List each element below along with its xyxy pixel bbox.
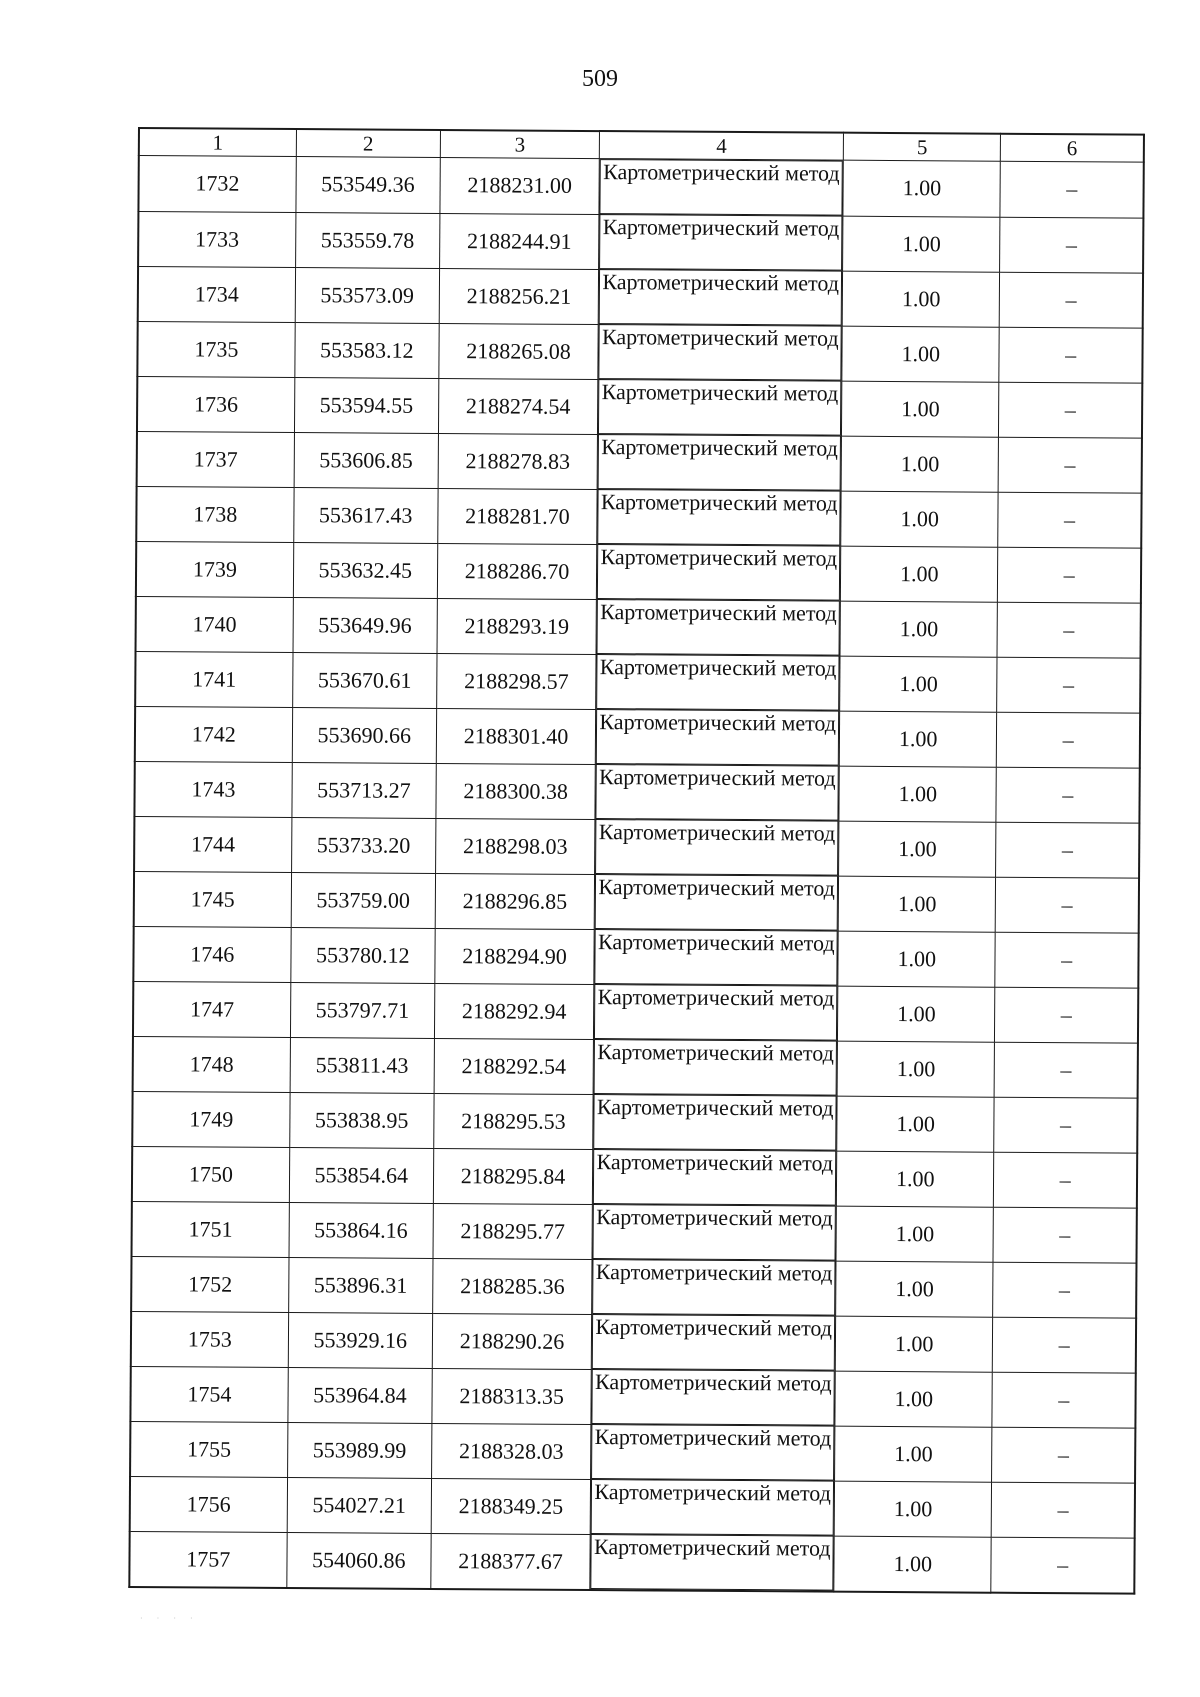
table-row [137,321,1142,383]
table-row [130,1366,1135,1428]
table-row [130,1421,1135,1483]
note-cell: – [1000,217,1144,273]
x-coordinate-cell: 554060.86 [287,1532,432,1589]
table-row [130,1476,1135,1538]
x-coordinate-cell: 553632.45 [293,542,438,598]
y-coordinate-cell: 2188313.35 [432,1368,592,1424]
method-cell: Картометрический метод [593,1204,836,1261]
x-coordinate-cell: 553606.85 [294,432,439,488]
table-row [138,266,1143,328]
method-cell: Картометрический метод [599,269,842,326]
x-coordinate-cell: 553649.96 [293,597,438,653]
note-cell: – [994,1097,1138,1153]
accuracy-cell: 1.00 [842,326,1000,382]
y-coordinate-cell: 2188281.70 [438,488,598,544]
point-number-cell: 1756 [130,1476,288,1532]
accuracy-cell: 1.00 [835,1316,993,1372]
table-row [129,1531,1134,1594]
point-number-cell: 1738 [136,486,294,542]
method-cell: Картометрический метод [599,324,842,381]
point-number-cell: 1742 [135,706,293,762]
point-number-cell: 1748 [133,1036,291,1092]
y-coordinate-cell: 2188274.54 [438,378,598,434]
accuracy-cell: 1.00 [842,271,1000,327]
accuracy-cell: 1.00 [841,436,999,492]
x-coordinate-cell: 554027.21 [287,1477,432,1533]
x-coordinate-cell: 553670.61 [292,652,437,708]
note-cell: – [992,1372,1136,1428]
method-cell: Картометрический метод [595,929,838,986]
x-coordinate-cell: 553690.66 [292,707,437,763]
table-row [136,541,1141,603]
point-number-cell: 1757 [129,1531,287,1588]
point-number-cell: 1741 [135,651,293,707]
coordinates-table [128,127,1145,1595]
note-cell: – [998,437,1142,493]
accuracy-cell: 1.00 [839,711,997,767]
x-coordinate-cell: 553929.16 [288,1312,433,1368]
note-cell: – [994,1042,1138,1098]
y-coordinate-cell: 2188298.03 [435,818,595,874]
x-coordinate-cell: 553573.09 [295,267,440,323]
x-coordinate-cell: 553733.20 [291,817,436,873]
table-row [137,431,1142,493]
y-coordinate-cell: 2188286.70 [437,543,597,599]
note-cell: – [999,327,1143,383]
accuracy-cell: 1.00 [841,491,999,547]
method-cell: Картометрический метод [591,1424,834,1481]
note-cell: – [993,1262,1137,1318]
column-header: 1 [139,128,296,157]
method-cell: Картометрический метод [598,434,841,491]
y-coordinate-cell: 2188292.94 [434,983,594,1039]
table-row [133,926,1138,988]
method-cell: Картометрический метод [594,1039,837,1096]
table-row [134,761,1139,823]
point-number-cell: 1732 [138,156,296,213]
x-coordinate-cell: 553549.36 [296,157,441,213]
method-cell: Картометрический метод [595,819,838,876]
note-cell: – [995,987,1139,1043]
accuracy-cell: 1.00 [835,1371,993,1427]
point-number-cell: 1735 [137,321,295,377]
x-coordinate-cell: 553838.95 [289,1092,434,1148]
table-row [133,1036,1138,1098]
x-coordinate-cell: 553989.99 [287,1422,432,1478]
table-row [132,1091,1137,1153]
y-coordinate-cell: 2188292.54 [434,1038,594,1094]
method-cell: Картометрический метод [592,1259,835,1316]
table-row [137,376,1142,438]
x-coordinate-cell: 553759.00 [291,872,436,928]
y-coordinate-cell: 2188293.19 [437,598,597,654]
x-coordinate-cell: 553964.84 [288,1367,433,1423]
accuracy-cell: 1.00 [838,986,996,1042]
table-row [138,211,1143,273]
x-coordinate-cell: 553864.16 [289,1202,434,1258]
method-cell: Картометрический метод [592,1314,835,1371]
point-number-cell: 1750 [132,1146,290,1202]
x-coordinate-cell: 553617.43 [293,487,438,543]
accuracy-cell: 1.00 [839,821,997,877]
note-cell: – [993,1207,1137,1263]
accuracy-cell: 1.00 [843,216,1001,272]
note-cell: – [997,712,1141,768]
point-number-cell: 1751 [132,1201,290,1257]
y-coordinate-cell: 2188328.03 [431,1423,591,1479]
y-coordinate-cell: 2188300.38 [436,763,596,819]
x-coordinate-cell: 553594.55 [294,377,439,433]
method-cell: Картометрический метод [597,544,840,601]
point-number-cell: 1734 [138,266,296,322]
y-coordinate-cell: 2188290.26 [432,1313,592,1369]
y-coordinate-cell: 2188295.84 [433,1148,593,1204]
point-number-cell: 1753 [131,1311,289,1367]
accuracy-cell: 1.00 [837,1041,995,1097]
method-cell: Картометрический метод [593,1149,836,1206]
point-number-cell: 1754 [130,1366,288,1422]
y-coordinate-cell: 2188295.53 [434,1093,594,1149]
accuracy-cell: 1.00 [836,1206,994,1262]
method-cell: Картометрический метод [598,379,841,436]
column-header: 3 [440,130,600,159]
note-cell: – [1000,272,1144,328]
point-number-cell: 1746 [133,926,291,982]
method-cell: Картометрический метод [596,654,839,711]
point-number-cell: 1743 [134,761,292,817]
method-cell: Картометрический метод [599,214,842,271]
method-cell: Картометрический метод [600,159,843,216]
x-coordinate-cell: 553854.64 [289,1147,434,1203]
y-coordinate-cell: 2188298.57 [437,653,597,709]
note-cell: – [992,1482,1136,1538]
method-cell: Картометрический метод [594,984,837,1041]
column-header: 4 [600,131,844,160]
y-coordinate-cell: 2188285.36 [433,1258,593,1314]
table-row [135,651,1140,713]
y-coordinate-cell: 2188301.40 [436,708,596,764]
scan-specks: · · · · [140,1614,199,1623]
table-row [132,1146,1137,1208]
point-number-cell: 1749 [132,1091,290,1147]
method-cell: Картометрический метод [596,709,839,766]
column-header: 5 [843,133,1000,162]
point-number-cell: 1740 [136,596,294,652]
column-header: 6 [1001,134,1144,162]
method-cell: Картометрический метод [591,1479,834,1536]
x-coordinate-cell: 553780.12 [291,927,436,983]
point-number-cell: 1745 [134,871,292,927]
table-row [136,596,1141,658]
y-coordinate-cell: 2188294.90 [435,928,595,984]
method-cell: Картометрический метод [596,764,839,821]
note-cell: – [997,602,1141,658]
method-cell: Картометрический метод [597,599,840,656]
note-cell: – [993,1317,1137,1373]
x-coordinate-cell: 553811.43 [290,1037,435,1093]
y-coordinate-cell: 2188256.21 [439,268,599,324]
y-coordinate-cell: 2188244.91 [439,213,599,269]
x-coordinate-cell: 553896.31 [288,1257,433,1313]
point-number-cell: 1739 [136,541,294,597]
note-cell: – [996,877,1140,933]
point-number-cell: 1752 [131,1256,289,1312]
y-coordinate-cell: 2188295.77 [433,1203,593,1259]
accuracy-cell: 1.00 [840,601,998,657]
accuracy-cell: 1.00 [843,160,1001,217]
accuracy-cell: 1.00 [838,931,996,987]
table-row [131,1256,1136,1318]
accuracy-cell: 1.00 [837,1096,995,1152]
accuracy-cell: 1.00 [834,1481,992,1537]
y-coordinate-cell: 2188265.08 [439,323,599,379]
note-cell: – [995,932,1139,988]
y-coordinate-cell: 2188296.85 [435,873,595,929]
point-number-cell: 1736 [137,376,295,432]
accuracy-cell: 1.00 [834,1536,992,1593]
method-cell: Картометрический метод [593,1094,836,1151]
x-coordinate-cell: 553797.71 [290,982,435,1038]
column-header: 2 [296,129,440,157]
x-coordinate-cell: 553713.27 [292,762,437,818]
note-cell: – [998,547,1142,603]
method-cell: Картометрический метод [595,874,838,931]
method-cell: Картометрический метод [591,1534,834,1591]
method-cell: Картометрический метод [592,1369,835,1426]
accuracy-cell: 1.00 [835,1426,993,1482]
table-row [134,816,1139,878]
point-number-cell: 1737 [137,431,295,487]
note-cell: – [996,822,1140,878]
note-cell: – [996,767,1140,823]
method-cell: Картометрический метод [597,489,840,546]
accuracy-cell: 1.00 [841,546,999,602]
y-coordinate-cell: 2188231.00 [440,158,600,215]
table-row [138,156,1143,218]
point-number-cell: 1755 [130,1421,288,1477]
note-cell: – [997,657,1141,713]
y-coordinate-cell: 2188377.67 [431,1533,591,1590]
table-row [131,1311,1136,1373]
accuracy-cell: 1.00 [837,1151,995,1207]
accuracy-cell: 1.00 [838,876,996,932]
note-cell: – [994,1152,1138,1208]
table-row [136,486,1141,548]
accuracy-cell: 1.00 [836,1261,994,1317]
y-coordinate-cell: 2188349.25 [431,1478,591,1534]
accuracy-cell: 1.00 [840,656,998,712]
note-cell: – [991,1537,1135,1594]
note-cell: – [992,1427,1136,1483]
point-number-cell: 1733 [138,211,296,267]
note-cell: – [998,492,1142,548]
accuracy-cell: 1.00 [839,766,997,822]
accuracy-cell: 1.00 [842,381,1000,437]
table-row [133,981,1138,1043]
table-row [135,706,1140,768]
table-row [134,871,1139,933]
point-number-cell: 1744 [134,816,292,872]
x-coordinate-cell: 553559.78 [295,212,440,268]
note-cell: – [999,382,1143,438]
table-row [132,1201,1137,1263]
y-coordinate-cell: 2188278.83 [438,433,598,489]
page-number: 509 [582,66,618,92]
note-cell: – [1000,161,1144,217]
point-number-cell: 1747 [133,981,291,1037]
x-coordinate-cell: 553583.12 [295,322,440,378]
